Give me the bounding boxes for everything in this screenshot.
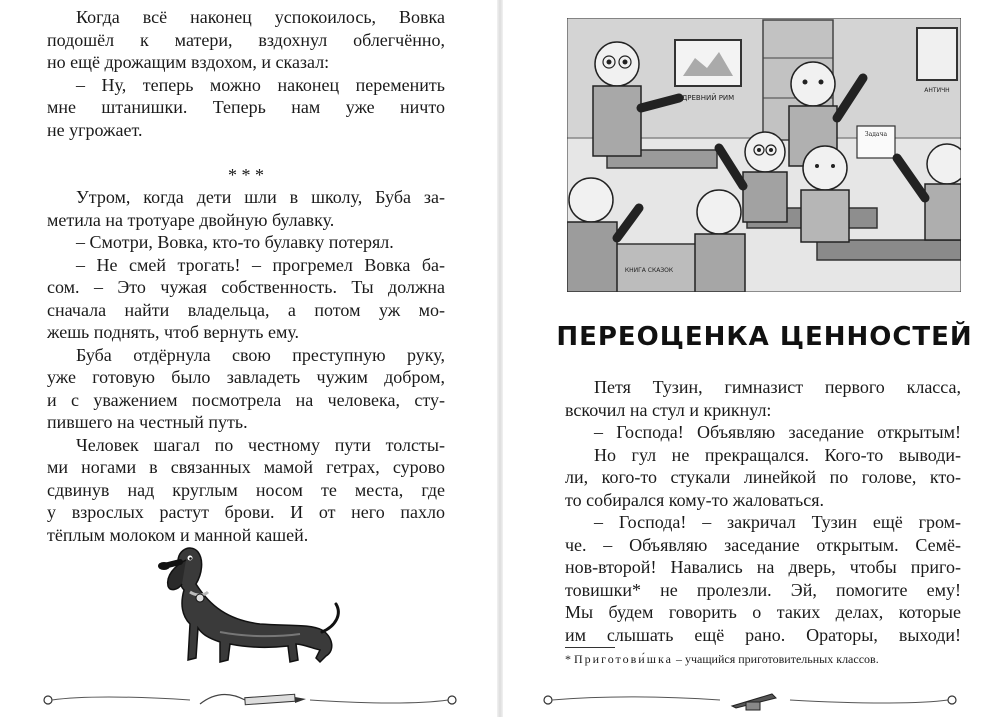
footnote-term: Приготови́шка <box>574 652 673 666</box>
blank-line <box>47 141 445 164</box>
text-line: сдвинув над круглым носом те места, где <box>47 479 445 500</box>
footnote-definition: – учащийся приготовительных классов. <box>672 652 879 666</box>
text-line: не угрожает. <box>47 119 143 140</box>
text-line: уже готовую было завладеть чужим добром, <box>47 367 445 387</box>
text-line: Мы будем говорить о таких делах, которые <box>565 602 961 622</box>
footnote-marker: * <box>565 652 571 666</box>
text-line: жешь поднять, чтоб вернуть ему. <box>47 322 300 342</box>
text-line: Человек шагал по честному пути толсты- <box>76 434 445 455</box>
right-page-text <box>565 376 961 646</box>
poster-caption: ДРЕВНИЙ РИМ <box>681 94 735 102</box>
book-caption: КНИГА СКАЗОК <box>624 267 674 274</box>
left-page-text <box>47 6 445 546</box>
classroom-illustration <box>567 18 961 292</box>
wall-sign-caption: АНТИЧН <box>924 87 950 94</box>
text-line: пившего на честный путь. <box>47 412 248 432</box>
footnote-rule <box>565 647 615 648</box>
text-line: тёплым молоком и манной кашей. <box>47 524 309 545</box>
chapter-title: ПЕРЕОЦЕНКА ЦЕННОСТЕЙ <box>556 322 973 352</box>
text-line: сначала найти владельца, а потом уж мо- <box>47 299 445 320</box>
page-ornament-inkpen <box>540 688 960 712</box>
text-line: Когда всё наконец успокоилось, Вовка <box>76 7 445 27</box>
text-line: метила на тротуаре двойную булавку. <box>47 209 335 230</box>
text-line: – Ну, теперь можно наконец переменить <box>76 74 445 95</box>
text-line: Буба отдёрнула свою преступную руку, <box>76 344 445 365</box>
text-line: у взрослых растут брови. И от него пахло <box>47 502 445 522</box>
text-line: – Смотри, Вовка, кто-то булавку потерял. <box>76 232 394 252</box>
text-line: подошёл к матери, вздохнул облегчённо, <box>47 29 445 50</box>
section-divider: * * * <box>228 164 264 185</box>
note-caption: Задача <box>864 131 888 138</box>
text-line: вскочил на стул и крикнул: <box>565 399 772 420</box>
text-line: но ещё дрожащим вздохом, и сказал: <box>47 52 330 72</box>
text-line: то собирался кому-то жаловаться. <box>565 489 825 510</box>
text-line: ли, кого-то стукали линейкой по голове, кто- <box>565 467 961 487</box>
page-ornament-pencil <box>40 688 460 712</box>
text-line: товишки* не пролезли. Эй, помогите ему! <box>565 579 961 600</box>
text-line: – Господа! – закричал Тузин ещё гром- <box>594 512 961 532</box>
text-line: ми ногами в связанных мамой гетрах, сурово <box>47 457 445 477</box>
text-line: – Господа! Объявляю заседание открытым! <box>594 422 961 442</box>
text-line: сом. – Это чужая собственность. Ты должна <box>47 277 445 297</box>
footnote <box>565 652 965 666</box>
text-line: Но гул не прекращался. Кого-то выводи- <box>594 444 961 465</box>
text-line: – Не смей трогать! – прогремел Вовка ба- <box>76 254 445 275</box>
text-line: и с уважением посмотрела на человека, сту- <box>47 389 445 410</box>
text-line: нов-второй! Навались на дверь, чтобы приго- <box>565 557 961 577</box>
text-line: Петя Тузин, гимназист первого класса, <box>594 377 961 397</box>
text-line: че. – Объявляю заседание открытым. Семё- <box>565 534 961 555</box>
dachshund-illustration <box>150 540 345 665</box>
text-line: мне штанишки. Теперь нам уже ничто <box>47 97 445 117</box>
text-line: им слышать ещё рано. Ораторы, выходи! <box>565 624 961 645</box>
text-line: Утром, когда дети шли в школу, Буба за- <box>76 187 445 207</box>
